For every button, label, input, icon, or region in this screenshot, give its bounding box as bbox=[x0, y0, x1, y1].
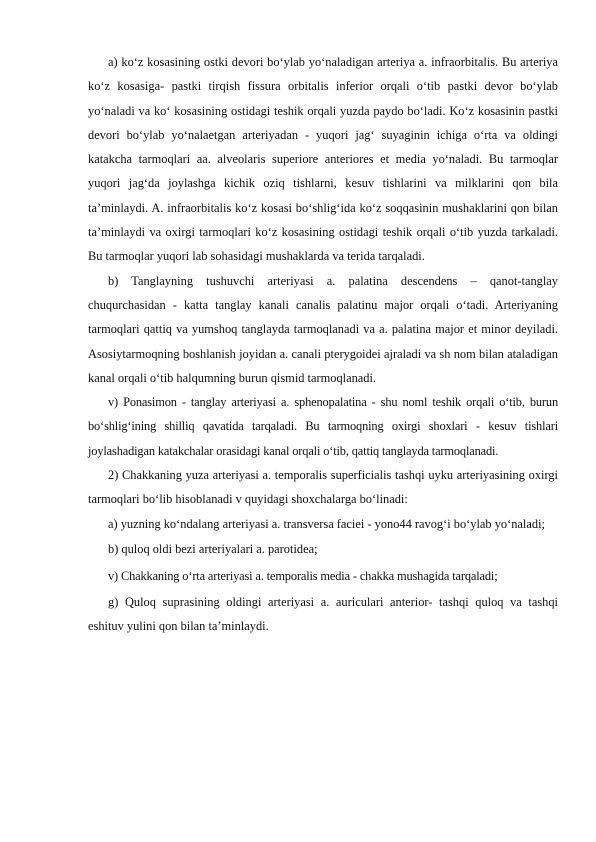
list-item-anterior-auricular-artery: g) Quloq suprasining oldingi arteriyasi a. auriculari anterior- tashqi quloq va tashqi eshituv yulini qon bilan ta’minlaydi. bbox=[88, 594, 558, 634]
paragraph-sphenopalatine-artery: v) Ponasimon - tanglay arteriyasi a. sphenopalatina - shu noml teshik orqali o‘tib, burun bo‘shlig‘ining shilliq qavatida tarqaladi. Bu tarmoqning oxirgi shoxlari - kesuv tishlari joylashadigan katakchalar orasidagi kanal orqali o‘tib, qattiq tanglayda tarmoqlanadi. bbox=[88, 395, 558, 458]
paragraph-superficial-temporal-artery: 2) Chakkaning yuza arteriyasi a. temporalis superficialis tashqi uyku arteriyasining oxirgi tarmoqlari bo‘lib hisoblanadi v quyidagi shoxchalarga bo‘linadi: bbox=[88, 468, 558, 507]
document-body bbox=[88, 50, 558, 639]
paragraph-descending-palatine-artery: b) Tanglayning tushuvchi arteriyasi a. palatina descendens – qanot-tanglay chuqurchasidan - katta tanglay kanali canalis palatinu major orqali o‘tadi. Arteriyaning tarmoqlari qattiq va yumshoq tanglayda tarmoqlanadi va a. palatina major et minor deyiladi. Asosiytarmoqning boshlanish joyidan a. canali pterygoidei ajraladi va sh nom bilan ataladigan kanal orqali o‘tib halqumning burun qismid tarmoqlanadi. bbox=[88, 273, 558, 385]
list-item-parotid-arteries: b) quloq oldi bezi arteriyalari a. parotidea; bbox=[108, 541, 318, 556]
list-item-transverse-facial-artery: a) yuzning ko‘ndalang arteriyasi a. transversa faciei - yono44 ravog‘i bo‘ylab yo‘naladi; bbox=[108, 516, 545, 531]
paragraph-infraorbital-artery: a) ko‘z kosasining ostki devori bo‘ylab yo‘naladigan arteriya a. infraorbitalis. Bu arteriya ko‘z kosasiga- pastki tirqish fissura orbitalis inferior orqali o‘tib pastki devor bo‘ylab yo‘naladi va ko‘ kosasining ostidagi teshik orqali yuzda paydo bo‘ladi. Ko‘z kosasinin pastki devori bo‘ylab yo‘nalaetgan arteriyadan - yuqori jag‘ suyaginin ichiga o‘rta va oldingi katakcha tarmoqlari aa. alveolaris superiore anteriores et media yo‘naladi. Bu tarmoqlar yuqori jag‘da joylashga kichik oziq tishlarni, kesuv tishlarini va milklarini qon bila ta’minlaydi. A. infraorbitalis ko‘z kosasi bo‘shlig‘ida ko‘z soqqasinin mushaklarini qon bilan ta’minlaydi va oxirgi tarmoqlari ko‘z kosasining ostidagi teshik orqali o‘tib yuzda tarkaladi. Bu tarmoqlar yuqori lab sohasidagi mushaklarda va terida tarqaladi. bbox=[88, 55, 558, 264]
list-item-middle-temporal-artery: v) Chakkaning o‘rta arteriyasi a. temporalis media - chakka mushagida tarqaladi; bbox=[108, 568, 498, 583]
